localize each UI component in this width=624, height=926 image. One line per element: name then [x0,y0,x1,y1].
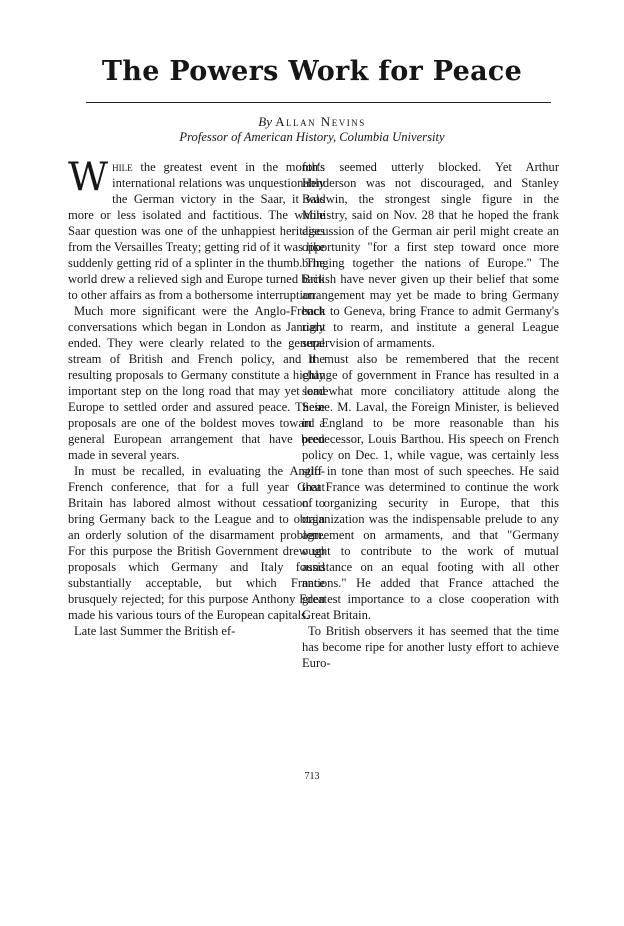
byline-prefix: By [258,114,272,129]
paragraph-4-continued: forts seemed utterly blocked. Yet Arthur Henderson was not discouraged, and Stanley Baldwin, the strongest single figure in the Ministry, said on Nov. 28 that he hoped the frank discussion of the German air peril might create an opportunity "for a first step toward once more bringing together the nations of Europe." The British have never given up their belief that some arrangement may yet be made to bring Germany back to Geneva, bring France to admit Germany's right to rearm, and institute a general League supervision of armaments. [302,160,559,350]
author-name: Allan Nevins [275,114,366,129]
paragraph-6: To British observers it has seemed that the time has become ripe for another lusty effort to achieve Euro- [302,623,559,670]
article-title: The Powers Work for Peace [101,56,523,87]
page-number: 713 [304,771,320,782]
right-column [302,160,559,672]
title-rule [86,102,551,103]
author-affiliation: Professor of American History, Columbia University [179,130,445,144]
left-column [68,155,325,640]
paragraph-5: It must also be remembered that the recent change of government in France has resulted in a somewhat more conciliatory attitude along the Seine. M. Laval, the Foreign Minister, is believed in England to be more reasonable than his predecessor, Louis Barthou. His speech on French policy on Dec. 1, while vague, was certainly less stiff in tone than most of such speeches. He said that France was determined to continue the work of organizing security in Europe, that this organization was the indispensable prelude to any agreement on armaments, and that "Germany ought to contribute to the work of mutual assistance on an equal footing with all other nations." He added that France attached the greatest importance to a close cooperation with Great Britain. [302,351,559,622]
opening-small-caps: hile [112,160,133,174]
drop-cap: W [68,155,109,200]
paragraph-1-text: the greatest event in the month's international relations was unquestionably the German victory in the Saar, it was more or less isolated and factitious. The whole Saar question was one of the unhappiest heritages from the Versailles Treaty; getting rid of it was like suddenly getting rid of a splinter in the thumb. The world drew a relieved sigh and Europe turned back to other affairs as from a bothersome interruption. [68,160,325,302]
paragraph-3: In must be recalled, in evaluating the Anglo-French conference, that for a full year Great Britain has labored almost without cessation to bring Germany back to the League and to obtain an orderly solution of the disarmament problem. For this purpose the British Government drew up proposals which Germany and Italy found substantially acceptable, but which France brusquely rejected; for this purpose Anthony Eden made his various tours of the European capitals. [68,463,325,622]
paragraph-4-start: Late last Summer the British ef- [74,623,236,638]
paragraph-1 [68,155,325,304]
byline [0,114,624,130]
paragraph-2: Much more significant were the Anglo-French conversations which began in London as January ended. They were clearly related to the general stream of British and French policy, and the resulting proposals to Germany constitute a highly important step on the long road that may yet lead Europe to settled order and assured peace. These proposals are one of the boldest moves toward a general European arrangement that have been made in several years. [68,303,325,462]
